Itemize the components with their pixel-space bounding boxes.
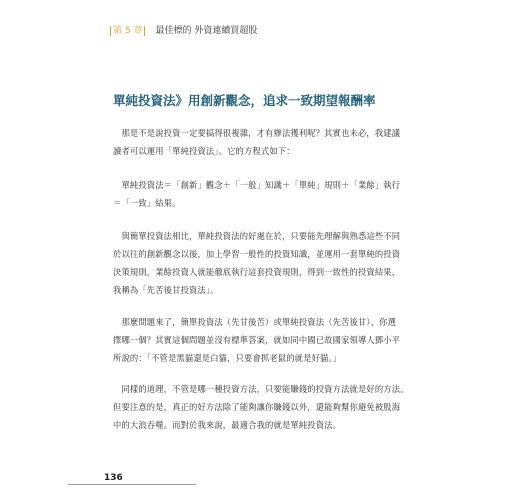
- paragraph-line: 決策規則，業餘投資人就能徹底執行這套投資規則，得到一致性的投資結果，: [113, 267, 401, 277]
- paragraph-line: 所說的：「不管是黑貓還是白貓，只要會抓老鼠的就是好貓。」: [113, 353, 342, 363]
- chapter-separator-right: [144, 26, 145, 36]
- chapter-label: 第 5 章: [113, 26, 143, 36]
- paragraph-1: [113, 124, 399, 160]
- page-footer: [68, 472, 196, 486]
- paragraph-2: [113, 176, 399, 212]
- paragraph-line: 讀者可以運用「單純投資法」。它的方程式如下：: [113, 146, 295, 156]
- paragraph-line: 單純投資法＝「創新」觀念＋「一般」知識＋「單純」規則＋「業餘」執行: [113, 180, 401, 190]
- paragraph-line: 與簡單投資法相比，單純投資法的好處在於，只要能先理解與熟悉這些不同: [113, 231, 401, 241]
- paragraph-line: 但要注意的是，真正的好方法除了能夠讓你賺錢以外，還能夠幫你避免被股海: [113, 402, 401, 412]
- paragraph-line: 那是不是說投資一定要搞得很複雜，才有辦法獲利呢？其實也未必，我建議: [113, 128, 401, 138]
- paragraph-4: [113, 313, 399, 367]
- page-number: 136: [104, 473, 123, 483]
- footer-rule: [68, 484, 196, 485]
- paragraph-5: [113, 380, 409, 434]
- paragraph-line: 那麼問題來了，簡單投資法（先甘後苦）或單純投資法（先苦後甘），你選: [113, 317, 397, 327]
- section-heading: 單純投資法》用創新觀念，追求一致期望報酬率: [113, 93, 376, 108]
- running-head: [108, 24, 257, 38]
- chapter-separator-left: [110, 26, 111, 36]
- paragraph-line: ＝「一致」結果。: [113, 198, 181, 208]
- paragraph-line: 同樣的道理，不管是哪一種投資方法，只要能賺錢的投資方法就是好的方法。: [113, 384, 409, 394]
- paragraph-line: 我稱為「先苦後甘投資法」。: [113, 285, 219, 295]
- paragraph-3: [113, 227, 399, 299]
- paragraph-line: 擇哪一個？其實這個問題並沒有標準答案，就如同中國已故國家領導人鄧小平: [113, 335, 401, 345]
- paragraph-line: 中的大浪吞噬。而對於我來說，最適合我的就是單純投資法。: [113, 420, 342, 430]
- chapter-title: 最佳標的 外資連續買超股: [155, 26, 258, 36]
- paragraph-line: 於以往的創新觀念以後，加上學習一般性的投資知識，並運用一套單純的投資: [113, 249, 401, 259]
